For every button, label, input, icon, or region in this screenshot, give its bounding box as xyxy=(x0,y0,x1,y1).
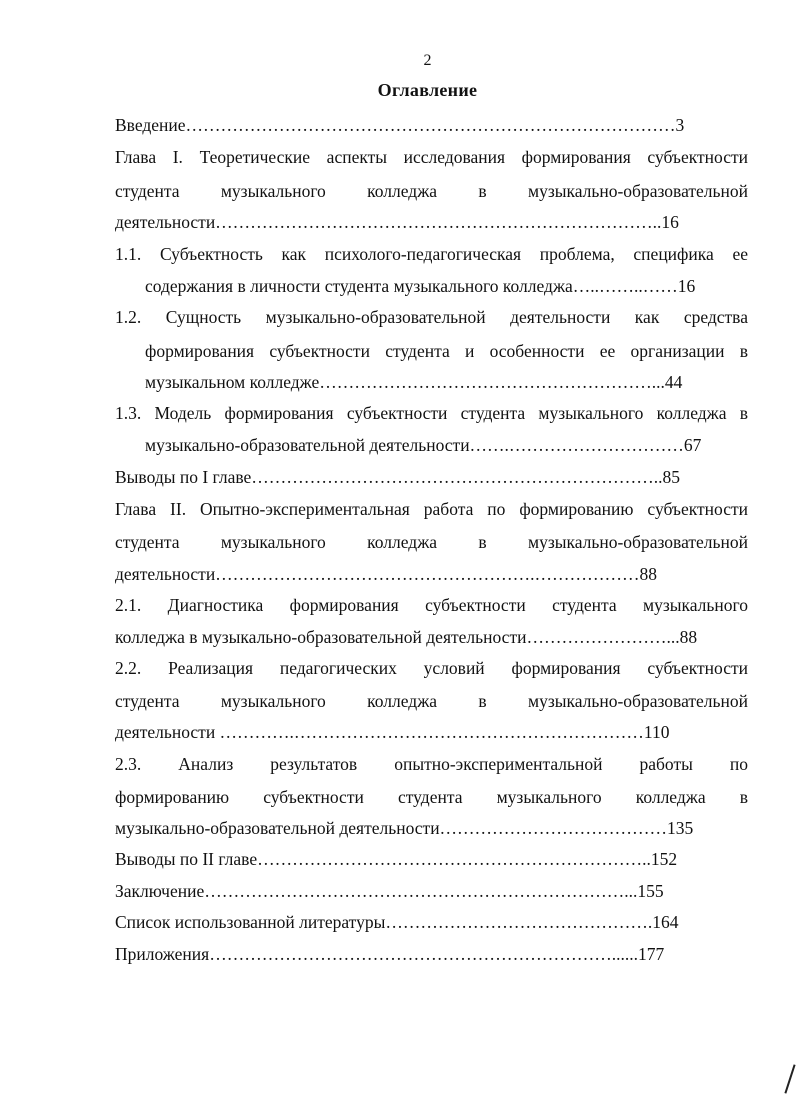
toc-entry-1-1-line-2: содержания в личности студента музыкального колледжа…..……..……16 xyxy=(145,276,696,296)
toc-entry-1-3-line-2: музыкально-образовательной деятельности…….…………………………67 xyxy=(145,435,702,455)
toc-entry-introduction: Введение…………………………………………………………………………3 xyxy=(115,115,685,135)
toc-entry-1-2-line-3: музыкальном колледже…………………………………………………...44 xyxy=(145,372,683,392)
toc-entry-chapter-1-line-3: деятельности…………………………………………………………………..16 xyxy=(115,212,679,232)
toc-entry-chapter-1-line-2: студента музыкального колледжа в музыкально-образовательной xyxy=(115,181,748,201)
toc-entry-2-2: 2.2. Реализация педагогических условий формирования субъектности xyxy=(115,658,748,678)
toc-entry-2-3: 2.3. Анализ результатов опытно-экспериментальной работы по xyxy=(115,754,748,774)
toc-entry-chapter-1: Глава I. Теоретические аспекты исследования формирования субъектности xyxy=(115,147,748,167)
toc-entry-chapter-2-line-2: студента музыкального колледжа в музыкально-образовательной xyxy=(115,532,748,552)
toc-title: Оглавление xyxy=(377,80,478,100)
page-number: 2 xyxy=(423,52,432,69)
toc-entry-appendices: Приложения……………………………………………………………......177 xyxy=(115,944,665,964)
toc-entry-1-2: 1.2. Сущность музыкально-образовательной деятельности как средства xyxy=(115,307,748,327)
toc-entry-2-2-line-3: деятельности ………….……………………………………………………110 xyxy=(115,722,670,742)
toc-entry-2-2-line-2: студента музыкального колледжа в музыкально-образовательной xyxy=(115,691,748,711)
toc-entry-1-1: 1.1. Субъектность как психолого-педагогическая проблема, специфика ее xyxy=(115,244,748,264)
toc-entry-2-1: 2.1. Диагностика формирования субъектности студента музыкального xyxy=(115,595,748,615)
toc-entry-conclusion: Заключение………………………………………………………………...155 xyxy=(115,881,664,901)
toc-entry-2-1-line-2: колледжа в музыкально-образовательной деятельности……………………...88 xyxy=(115,627,698,647)
toc-entry-conclusions-1: Выводы по I главе……………………………………………………………..85 xyxy=(115,467,681,487)
toc-entry-1-3: 1.3. Модель формирования субъектности студента музыкального колледжа в xyxy=(115,403,748,423)
toc-entry-references: Список использованной литературы……………………………………….164 xyxy=(115,912,679,932)
toc-entry-chapter-2: Глава II. Опытно-экспериментальная работа по формированию субъектности xyxy=(115,499,748,519)
toc-entry-2-3-line-3: музыкально-образовательной деятельности…………………………………135 xyxy=(115,818,694,838)
toc-entry-1-2-line-2: формирования субъектности студента и особенности ее организации в xyxy=(145,341,748,361)
toc-entry-conclusions-2: Выводы по II главе…………………………………………………………..152 xyxy=(115,849,678,869)
pen-mark xyxy=(784,1064,795,1093)
toc-entry-chapter-2-line-3: деятельности……………………………………………….………………88 xyxy=(115,564,658,584)
toc-entry-2-3-line-2: формированию субъектности студента музыкального колледжа в xyxy=(115,787,748,807)
